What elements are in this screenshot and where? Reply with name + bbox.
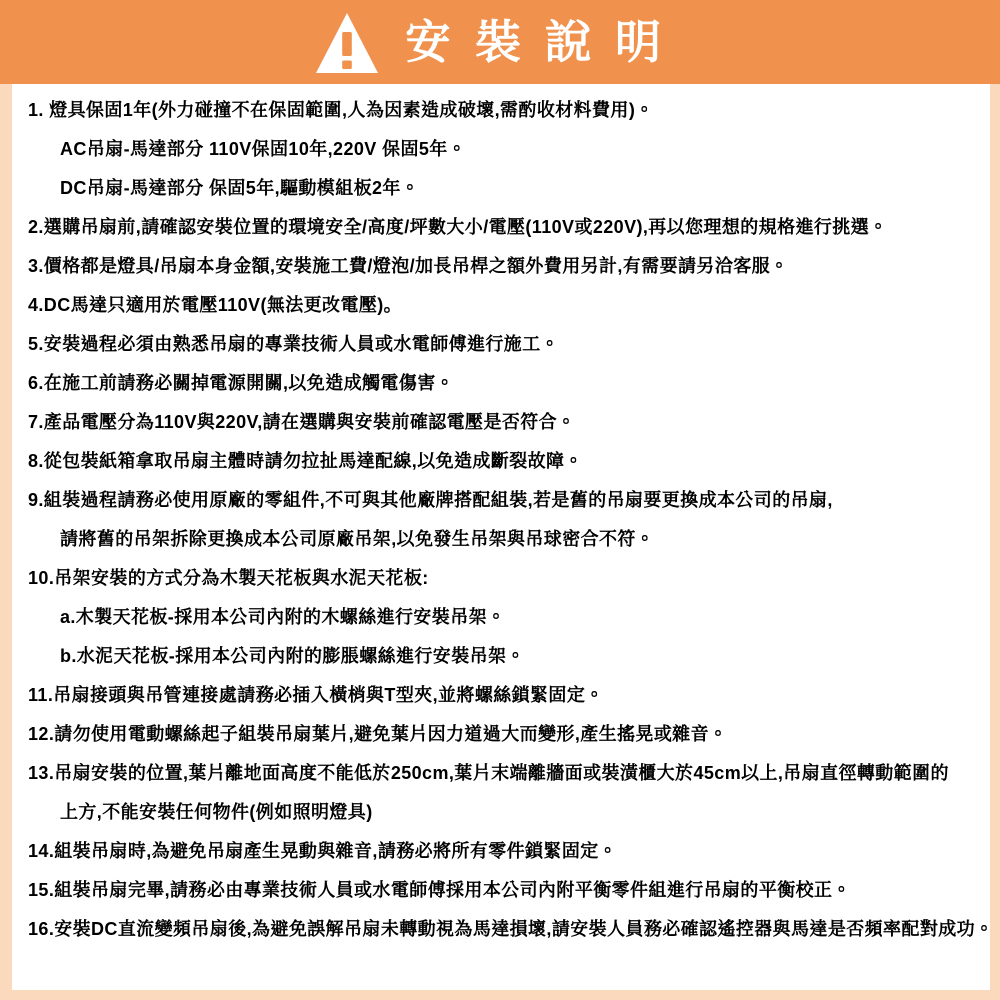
warning-triangle-icon — [315, 12, 379, 74]
instruction-line: DC吊扇-馬達部分 保固5年,驅動模組板2年。 — [60, 178, 420, 198]
instruction-line: 16.安裝DC直流變頻吊扇後,為避免誤解吊扇未轉動視為馬達損壞,請安裝人員務必確認遙控器與馬達是否頻率配對成功。 — [28, 919, 994, 939]
instruction-line: 6.在施工前請務必關掉電源開關,以免造成觸電傷害。 — [28, 373, 455, 393]
instruction-line: 1. 燈具保固1年(外力碰撞不在保固範圍,人為因素造成破壞,需酌收材料費用)。 — [28, 100, 654, 120]
instruction-line: 請將舊的吊架拆除更換成本公司原廠吊架,以免發生吊架與吊球密合不符。 — [60, 529, 655, 549]
instruction-line: 9.組裝過程請務必使用原廠的零組件,不可與其他廠牌搭配組裝,若是舊的吊扇要更換成本公司的吊扇, — [28, 490, 833, 510]
instruction-line: 2.選購吊扇前,請確認安裝位置的環境安全/高度/坪數大小/電壓(110V或220V),再以您理想的規格進行挑選。 — [28, 217, 888, 237]
instruction-line: 10.吊架安裝的方式分為木製天花板與水泥天花板: — [28, 568, 429, 588]
page-title: 安裝說明 — [405, 16, 685, 68]
instruction-line: 4.DC馬達只適用於電壓110V(無法更改電壓)。 — [28, 295, 403, 315]
instruction-line: 8.從包裝紙箱拿取吊扇主體時請勿拉扯馬達配線,以免造成斷裂故障。 — [28, 451, 583, 471]
instruction-line: b.水泥天花板-採用本公司內附的膨脹螺絲進行安裝吊架。 — [60, 646, 525, 666]
instruction-line: 12.請勿使用電動螺絲起子組裝吊扇葉片,避免葉片因力道過大而變形,產生搖晃或雜音。 — [28, 724, 728, 744]
instruction-line: 3.價格都是燈具/吊扇本身金額,安裝施工費/燈泡/加長吊桿之額外費用另計,有需要請另洽客服。 — [28, 256, 789, 276]
instruction-line: 5.安裝過程必須由熟悉吊扇的專業技術人員或水電師傅進行施工。 — [28, 334, 560, 354]
instructions-list — [0, 84, 1000, 1000]
header-banner — [0, 0, 1000, 84]
instruction-line: 13.吊扇安裝的位置,葉片離地面高度不能低於250cm,葉片末端離牆面或裝潢櫃大於45cm以上,吊扇直徑轉動範圍的 — [28, 763, 949, 783]
instruction-line: AC吊扇-馬達部分 110V保固10年,220V 保固5年。 — [60, 139, 467, 159]
instruction-line: 14.組裝吊扇時,為避免吊扇產生晃動與雜音,請務必將所有零件鎖緊固定。 — [28, 841, 618, 861]
instruction-line: 15.組裝吊扇完畢,請務必由專業技術人員或水電師傅採用本公司內附平衡零件組進行吊扇的平衡校正。 — [28, 880, 851, 900]
instruction-line: a.木製天花板-採用本公司內附的木螺絲進行安裝吊架。 — [60, 607, 506, 627]
instruction-line: 上方,不能安裝任何物件(例如照明燈具) — [60, 802, 373, 822]
instruction-line: 7.產品電壓分為110V與220V,請在選購與安裝前確認電壓是否符合。 — [28, 412, 576, 432]
instruction-line: 11.吊扇接頭與吊管連接處請務必插入橫梢與T型夾,並將螺絲鎖緊固定。 — [28, 685, 604, 705]
